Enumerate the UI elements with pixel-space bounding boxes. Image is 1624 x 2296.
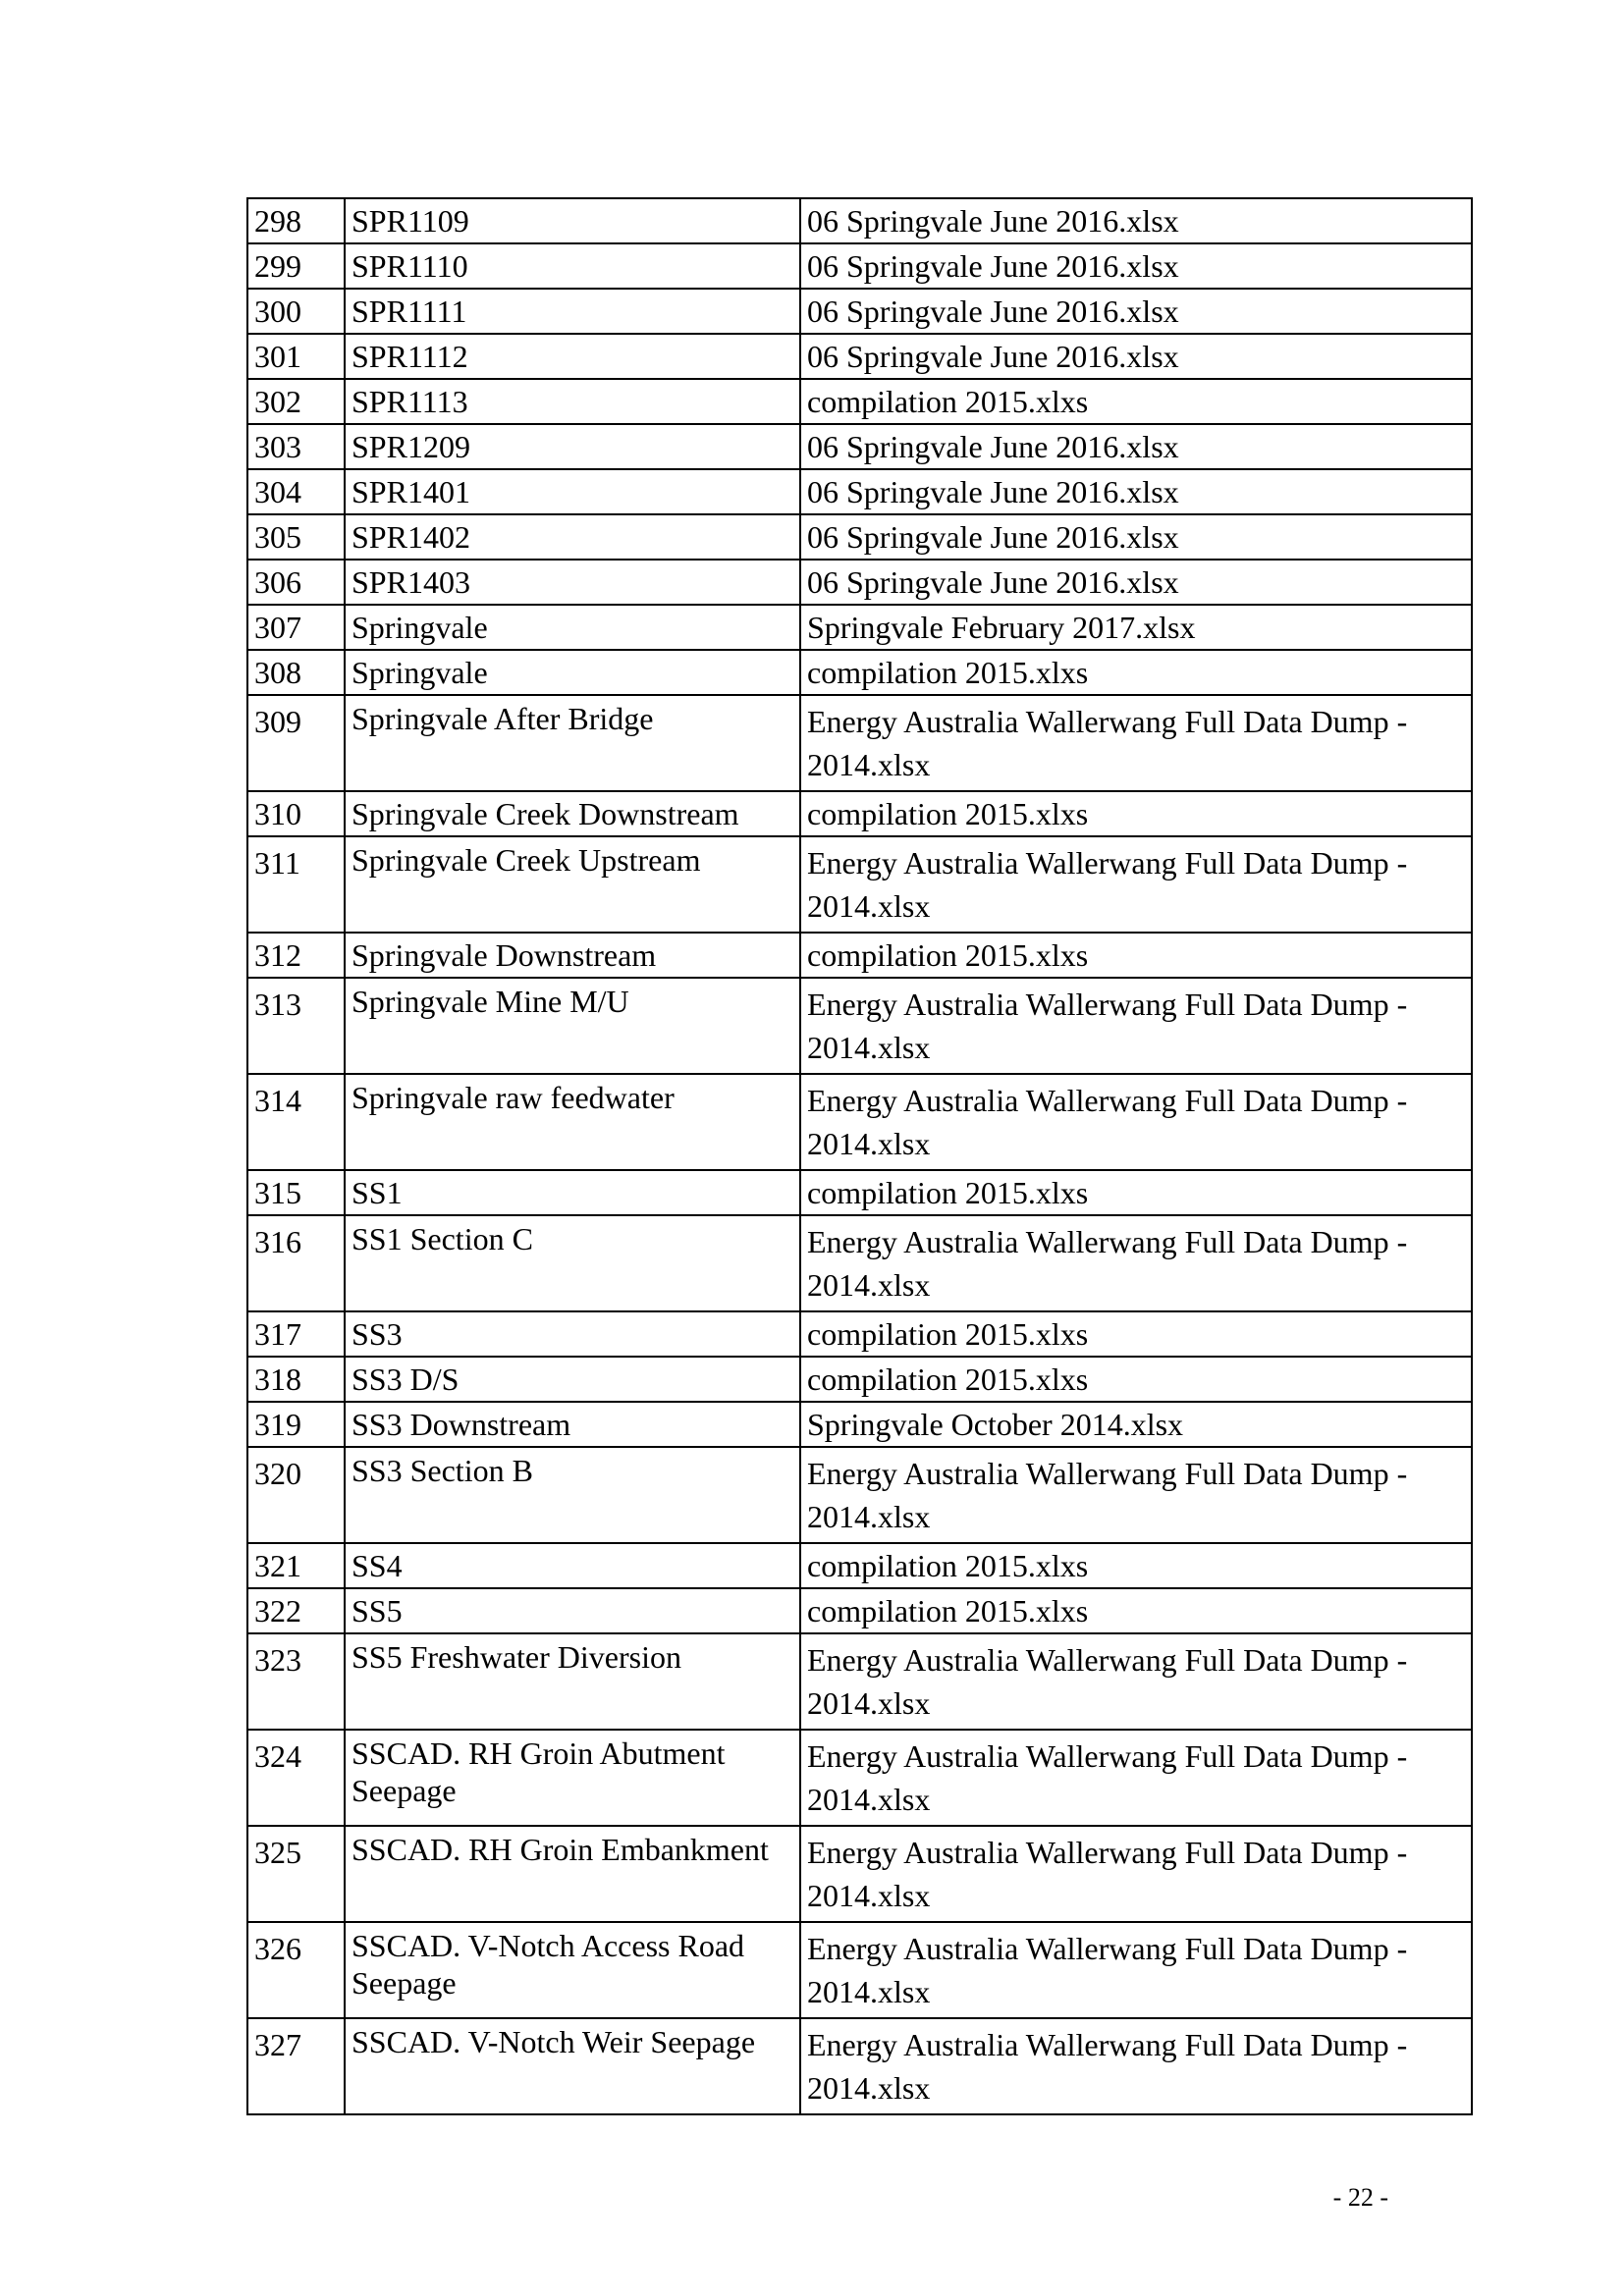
data-table xyxy=(246,197,1473,2115)
row-number-cell: 316 xyxy=(247,1215,345,1311)
source-file-cell: 06 Springvale June 2016.xlsx xyxy=(800,198,1472,243)
table-row xyxy=(247,1215,1472,1311)
row-number-cell: 304 xyxy=(247,469,345,514)
site-name-cell: SS3 D/S xyxy=(345,1357,800,1402)
source-file-cell: 06 Springvale June 2016.xlsx xyxy=(800,334,1472,379)
table-row xyxy=(247,1826,1472,1922)
source-file-cell: Energy Australia Wallerwang Full Data Dump - 2014.xlsx xyxy=(800,1447,1472,1543)
row-number-cell: 322 xyxy=(247,1588,345,1633)
site-name-cell: SPR1401 xyxy=(345,469,800,514)
table-body xyxy=(247,198,1472,2114)
table-row xyxy=(247,198,1472,243)
row-number-cell: 325 xyxy=(247,1826,345,1922)
row-number-cell: 299 xyxy=(247,243,345,289)
table-row xyxy=(247,514,1472,560)
source-file-cell: Energy Australia Wallerwang Full Data Dump - 2014.xlsx xyxy=(800,1826,1472,1922)
table-row xyxy=(247,1447,1472,1543)
table-row xyxy=(247,605,1472,650)
source-file-cell: Energy Australia Wallerwang Full Data Dump - 2014.xlsx xyxy=(800,1922,1472,2018)
site-name-cell: SPR1109 xyxy=(345,198,800,243)
table-row xyxy=(247,1402,1472,1447)
source-file-cell: 06 Springvale June 2016.xlsx xyxy=(800,424,1472,469)
site-name-cell: SPR1113 xyxy=(345,379,800,424)
source-file-cell: compilation 2015.xlxs xyxy=(800,1311,1472,1357)
table-row xyxy=(247,791,1472,836)
row-number-cell: 317 xyxy=(247,1311,345,1357)
source-file-cell: 06 Springvale June 2016.xlsx xyxy=(800,560,1472,605)
row-number-cell: 309 xyxy=(247,695,345,791)
source-file-cell: Energy Australia Wallerwang Full Data Dump - 2014.xlsx xyxy=(800,1215,1472,1311)
site-name-cell: SS1 Section C xyxy=(345,1215,800,1311)
source-file-cell: Energy Australia Wallerwang Full Data Dump - 2014.xlsx xyxy=(800,1074,1472,1170)
site-name-cell: Springvale Mine M/U xyxy=(345,978,800,1074)
source-file-cell: compilation 2015.xlxs xyxy=(800,1357,1472,1402)
table-row xyxy=(247,836,1472,933)
table-row xyxy=(247,1730,1472,1826)
row-number-cell: 320 xyxy=(247,1447,345,1543)
table-row xyxy=(247,2018,1472,2114)
site-name-cell: SS4 xyxy=(345,1543,800,1588)
row-number-cell: 307 xyxy=(247,605,345,650)
source-file-cell: 06 Springvale June 2016.xlsx xyxy=(800,243,1472,289)
site-name-cell: SPR1209 xyxy=(345,424,800,469)
source-file-cell: 06 Springvale June 2016.xlsx xyxy=(800,469,1472,514)
row-number-cell: 314 xyxy=(247,1074,345,1170)
source-file-cell: Energy Australia Wallerwang Full Data Dump - 2014.xlsx xyxy=(800,978,1472,1074)
table-row xyxy=(247,1633,1472,1730)
site-name-cell: Springvale Creek Downstream xyxy=(345,791,800,836)
source-file-cell: compilation 2015.xlxs xyxy=(800,1543,1472,1588)
row-number-cell: 318 xyxy=(247,1357,345,1402)
table-row xyxy=(247,379,1472,424)
site-name-cell: SPR1402 xyxy=(345,514,800,560)
row-number-cell: 298 xyxy=(247,198,345,243)
table-row xyxy=(247,289,1472,334)
site-name-cell: SPR1403 xyxy=(345,560,800,605)
table-row xyxy=(247,1588,1472,1633)
table-row xyxy=(247,334,1472,379)
row-number-cell: 306 xyxy=(247,560,345,605)
source-file-cell: 06 Springvale June 2016.xlsx xyxy=(800,514,1472,560)
row-number-cell: 321 xyxy=(247,1543,345,1588)
row-number-cell: 308 xyxy=(247,650,345,695)
site-name-cell: Springvale xyxy=(345,605,800,650)
source-file-cell: Energy Australia Wallerwang Full Data Dump - 2014.xlsx xyxy=(800,1730,1472,1826)
table-row xyxy=(247,1357,1472,1402)
row-number-cell: 326 xyxy=(247,1922,345,2018)
row-number-cell: 305 xyxy=(247,514,345,560)
row-number-cell: 323 xyxy=(247,1633,345,1730)
site-name-cell: SS3 Section B xyxy=(345,1447,800,1543)
site-name-cell: SS3 xyxy=(345,1311,800,1357)
table-row xyxy=(247,243,1472,289)
source-file-cell: Energy Australia Wallerwang Full Data Dump - 2014.xlsx xyxy=(800,836,1472,933)
site-name-cell: SSCAD. V-Notch Weir Seepage xyxy=(345,2018,800,2114)
table-row xyxy=(247,933,1472,978)
source-file-cell: Energy Australia Wallerwang Full Data Dump - 2014.xlsx xyxy=(800,2018,1472,2114)
source-file-cell: compilation 2015.xlxs xyxy=(800,379,1472,424)
source-file-cell: Springvale February 2017.xlsx xyxy=(800,605,1472,650)
site-name-cell: Springvale xyxy=(345,650,800,695)
row-number-cell: 319 xyxy=(247,1402,345,1447)
source-file-cell: Springvale October 2014.xlsx xyxy=(800,1402,1472,1447)
site-name-cell: Springvale Creek Upstream xyxy=(345,836,800,933)
table-row xyxy=(247,424,1472,469)
row-number-cell: 327 xyxy=(247,2018,345,2114)
row-number-cell: 312 xyxy=(247,933,345,978)
row-number-cell: 313 xyxy=(247,978,345,1074)
source-file-cell: Energy Australia Wallerwang Full Data Dump - 2014.xlsx xyxy=(800,695,1472,791)
page-number: - 22 - xyxy=(1332,2183,1388,2212)
site-name-cell: SSCAD. RH Groin Abutment Seepage xyxy=(345,1730,800,1826)
source-file-cell: compilation 2015.xlxs xyxy=(800,791,1472,836)
site-name-cell: SPR1111 xyxy=(345,289,800,334)
row-number-cell: 301 xyxy=(247,334,345,379)
site-name-cell: Springvale After Bridge xyxy=(345,695,800,791)
table-row xyxy=(247,1074,1472,1170)
row-number-cell: 300 xyxy=(247,289,345,334)
site-name-cell: SS3 Downstream xyxy=(345,1402,800,1447)
site-name-cell: SSCAD. RH Groin Embankment xyxy=(345,1826,800,1922)
row-number-cell: 310 xyxy=(247,791,345,836)
row-number-cell: 302 xyxy=(247,379,345,424)
source-file-cell: 06 Springvale June 2016.xlsx xyxy=(800,289,1472,334)
source-file-cell: Energy Australia Wallerwang Full Data Dump - 2014.xlsx xyxy=(800,1633,1472,1730)
table-row xyxy=(247,1170,1472,1215)
table-row xyxy=(247,695,1472,791)
site-name-cell: SPR1112 xyxy=(345,334,800,379)
table-row xyxy=(247,978,1472,1074)
site-name-cell: SPR1110 xyxy=(345,243,800,289)
source-file-cell: compilation 2015.xlxs xyxy=(800,1588,1472,1633)
table-row xyxy=(247,1543,1472,1588)
table-row xyxy=(247,469,1472,514)
row-number-cell: 315 xyxy=(247,1170,345,1215)
source-file-cell: compilation 2015.xlxs xyxy=(800,650,1472,695)
site-name-cell: Springvale raw feedwater xyxy=(345,1074,800,1170)
table-row xyxy=(247,1311,1472,1357)
row-number-cell: 311 xyxy=(247,836,345,933)
table-row xyxy=(247,1922,1472,2018)
row-number-cell: 303 xyxy=(247,424,345,469)
site-name-cell: SSCAD. V-Notch Access Road Seepage xyxy=(345,1922,800,2018)
site-name-cell: Springvale Downstream xyxy=(345,933,800,978)
site-name-cell: SS5 Freshwater Diversion xyxy=(345,1633,800,1730)
row-number-cell: 324 xyxy=(247,1730,345,1826)
table-row xyxy=(247,650,1472,695)
site-name-cell: SS5 xyxy=(345,1588,800,1633)
source-file-cell: compilation 2015.xlxs xyxy=(800,1170,1472,1215)
source-file-cell: compilation 2015.xlxs xyxy=(800,933,1472,978)
site-name-cell: SS1 xyxy=(345,1170,800,1215)
table-row xyxy=(247,560,1472,605)
